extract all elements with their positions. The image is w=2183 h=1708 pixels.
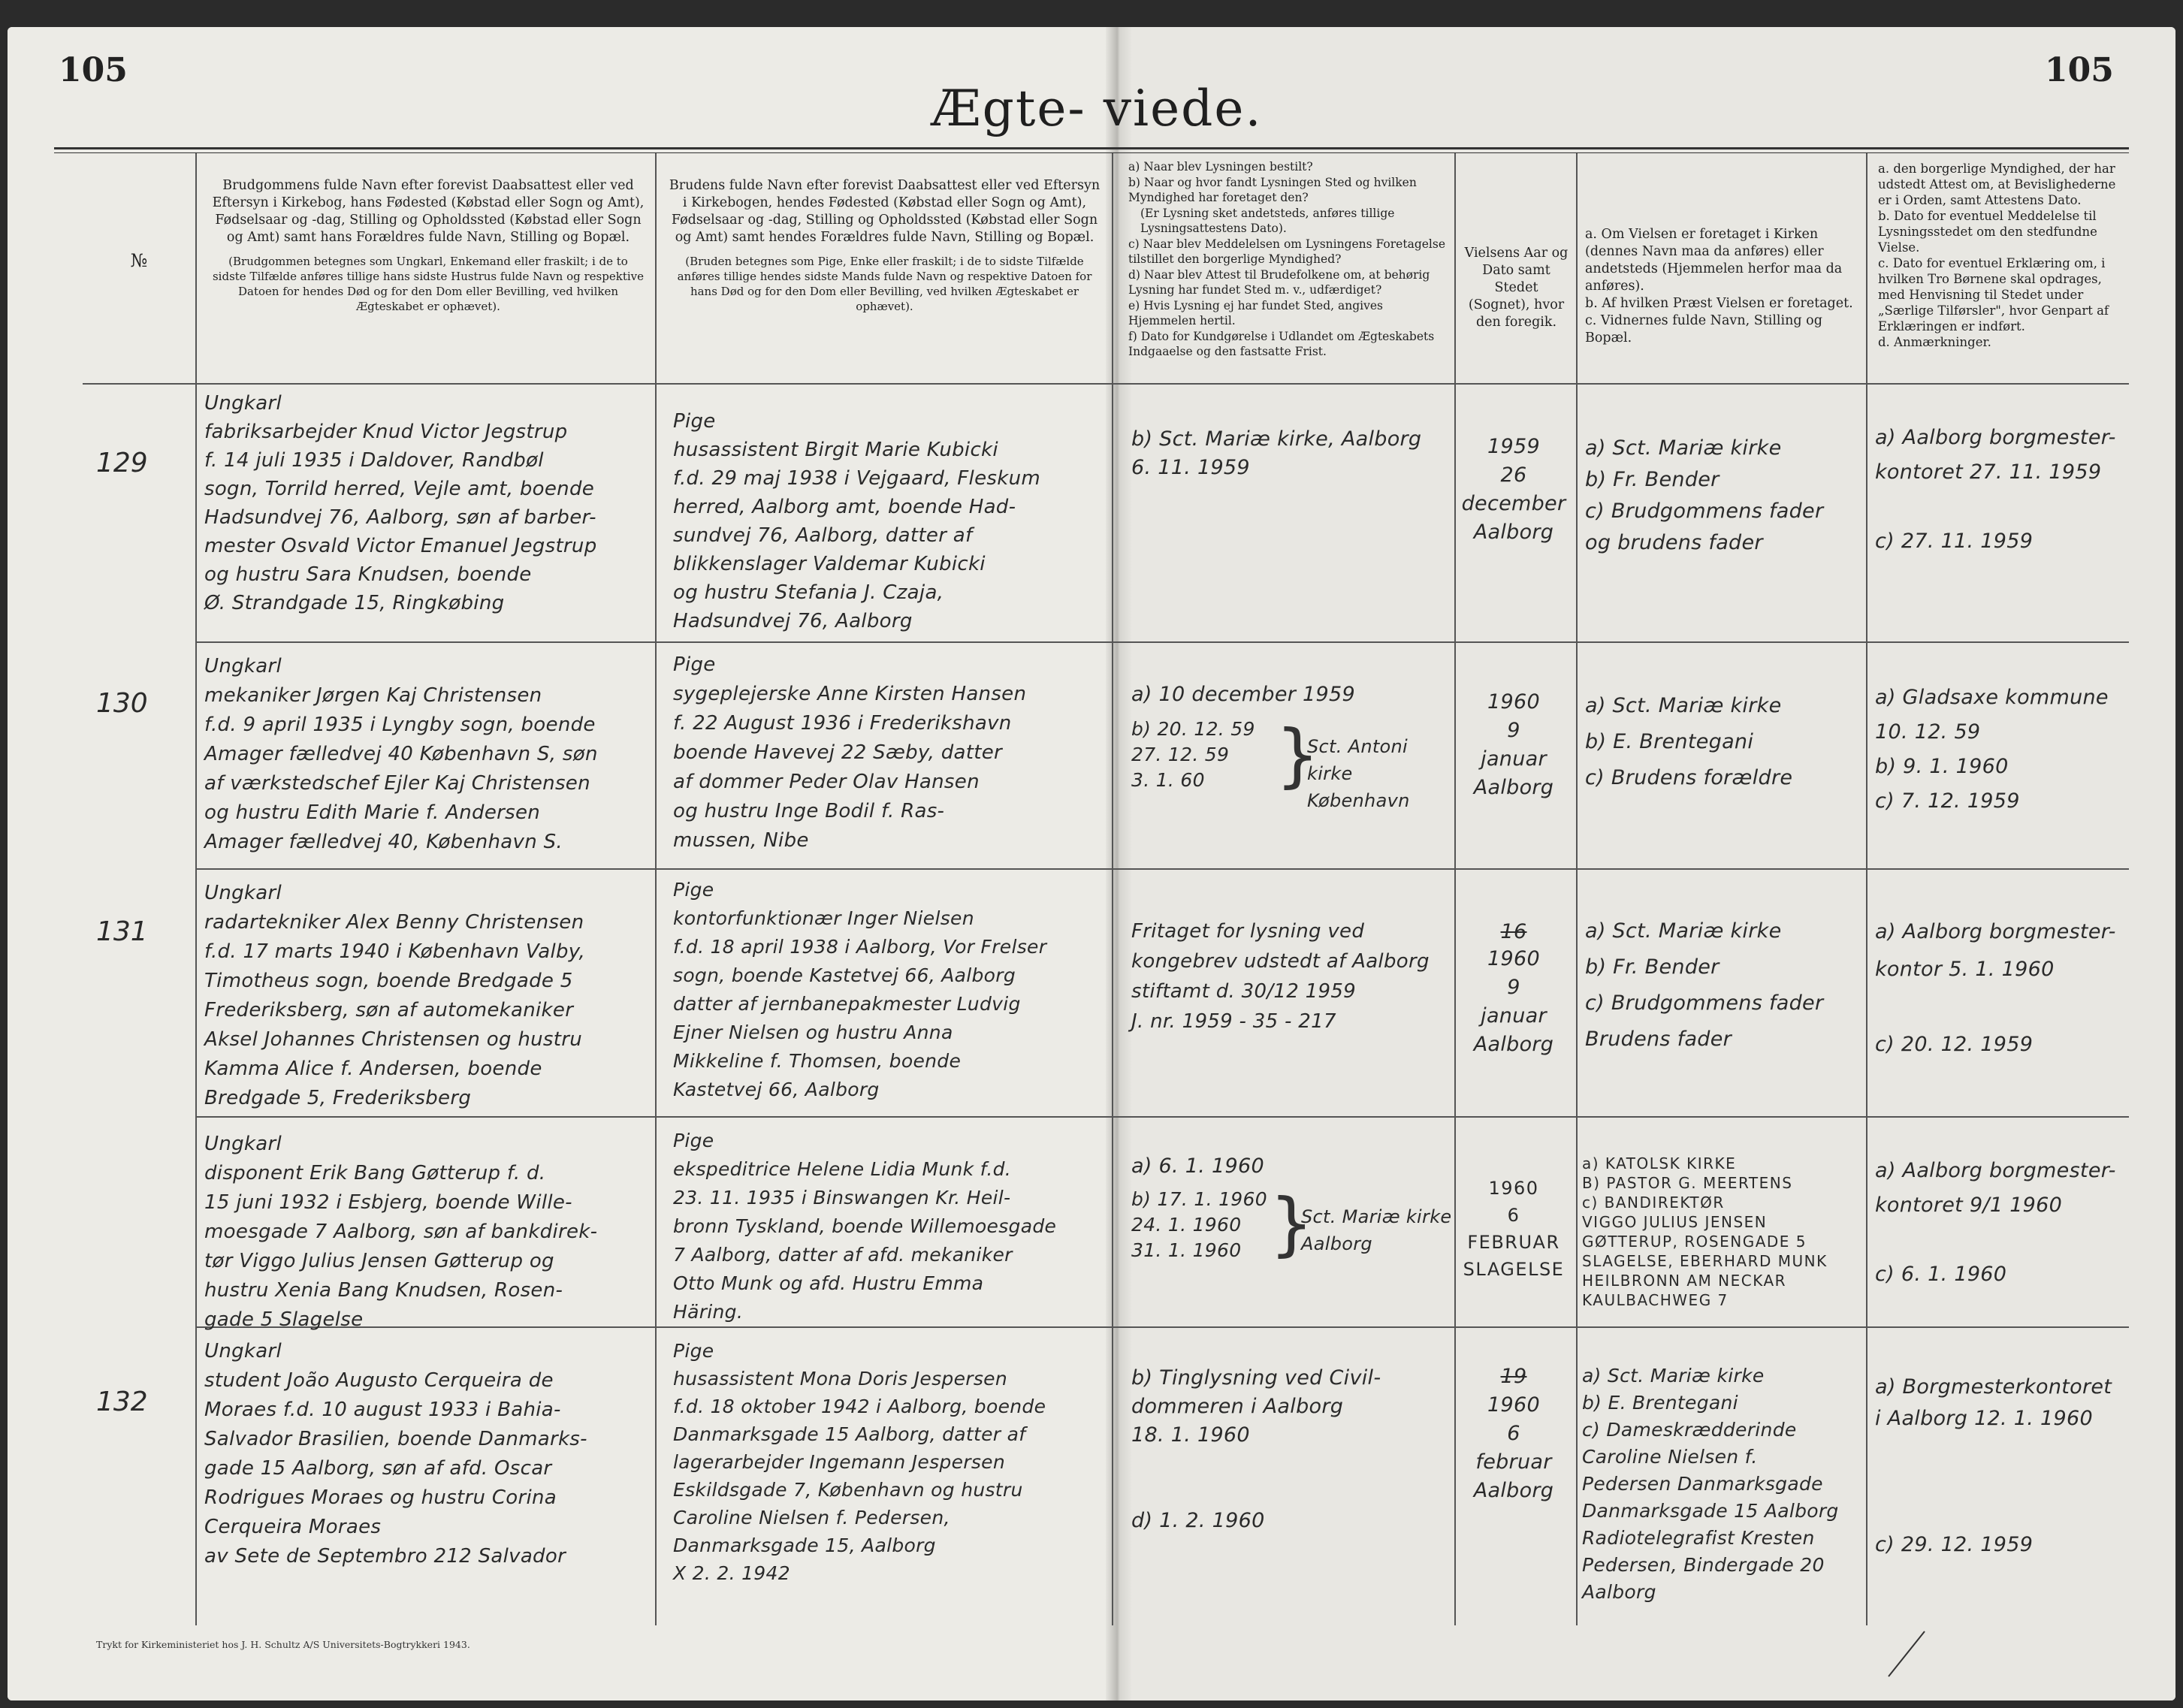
header-banns-c: c) Naar blev Meddelelsen om Lysningens Foretagelse tilstillet den borgerlige Myndighed?: [1128, 237, 1445, 266]
entry-banns-a: a) 10 december 1959: [1131, 683, 1355, 706]
header-remarks-c: c. Dato for eventuel Erklæring om, i hvilken Tro Børnene skal opdrages, med Henvisning til Stedet under „Særlige Tilførsler", hvor Genpart af Erklæringen er indført.: [1878, 256, 2109, 333]
header-bride-text: Brudens fulde Navn efter forevist Daabsattest eller ved Eftersyn i Kirkebogen, hendes Fødested (Købstad eller Sogn og Amt), Fødselsaar og -dag, Stilling og Opholdssted (Købstad eller Sogn og Amt) samt hendes Forældres fulde Navn, Stilling og Bopæl.: [669, 178, 1101, 245]
entry-banns: b) Sct. Mariæ kirke, Aalborg 6. 11. 1959: [1131, 427, 1422, 479]
entry-remarks: a) Borgmesterkontoret i Aalborg 12. 1. 1960 c) 29. 12. 1959: [1875, 1375, 2112, 1556]
book-gutter: [1106, 27, 1131, 1700]
header-number: №: [130, 250, 148, 271]
entry-banns-b: b) 20. 12. 59 27. 12. 59 3. 1. 60: [1131, 718, 1255, 791]
entry-groom: Ungkarl radartekniker Alex Benny Christensen f.d. 17 marts 1940 i København Valby, Timotheus sogn, boende Bredgade 5 Frederiksberg, søn af automekaniker Aksel Johannes Christensen og hustru Kamma Alice f. Andersen, boende Bredgade 5, Frederiksberg: [204, 882, 586, 1109]
printer-imprint: Trykt for Kirkeministeriet hos J. H. Schultz A/S Universitets-Bogtrykkeri 1943.: [96, 1639, 470, 1650]
page-title: Ægte- viede.: [931, 80, 1263, 137]
header-groom-text: Brudgommens fulde Navn efter forevist Daabsattest eller ved Eftersyn i Kirkebog, hans Fødested (Købstad eller Sogn og Amt), Fødselsaar og -dag, Stilling og Opholdssted (Købstad eller Sogn og Amt) samt hans Forældres fulde Navn, Stilling og Bopæl.: [212, 178, 645, 245]
header-banns-e: e) Hvis Lysning ej har fundet Sted, angives Hjemmelen hertil.: [1128, 298, 1383, 327]
header-banns-b: b) Naar og hvor fandt Lysningen Sted og hvilken Myndighed har foretaget den?: [1128, 175, 1417, 204]
entry-groom: Ungkarl mekaniker Jørgen Kaj Christensen f.d. 9 april 1935 i Lyngby sogn, boende Amager fælledvej 40 København S, søn af værkstedschef Ejler Kaj Christensen og hustru Edith Marie f. Andersen Amager fælledvej 40, København S.: [204, 655, 598, 853]
entry-date-struck: 16: [1500, 920, 1527, 943]
header-banns-a: a) Naar blev Lysningen bestilt?: [1128, 160, 1313, 174]
header-ceremony-c: c. Vidnernes fulde Navn, Stilling og Bopæl.: [1585, 313, 1822, 346]
entry-number: 132: [96, 1387, 148, 1417]
entry-bride: Pige husassistent Mona Doris Jespersen f.d. 18 oktober 1942 i Aalborg, boende Danmarksgade 15 Aalborg, datter af lagerarbejder Ingemann Jespersen Eskildsgade 7, København og hustru Caroline Nielsen f. Pedersen, Danmarksgade 15, Aalborg X 2. 2. 1942: [673, 1340, 1046, 1584]
entry-groom: Ungkarl disponent Erik Bang Gøtterup f. d. 15 juni 1932 i Esbjerg, boende Wille- moesgade 7 Aalborg, søn af bankdirek- tør Viggo Julius Jensen Gøtterup og hustru Xenia Bang Knudsen, Rosen- gade 5 Slagelse: [204, 1133, 598, 1331]
top-rule-thin: [54, 152, 2129, 153]
header-bottom-rule: [83, 383, 2129, 385]
col-line: [655, 153, 657, 1625]
col-line: [1576, 153, 1578, 1625]
top-rule: [54, 147, 2129, 149]
entry-banns-b: b) 17. 1. 1960 24. 1. 1960 31. 1. 1960: [1131, 1188, 1267, 1261]
header-bride-note: (Bruden betegnes som Pige, Enke eller fraskilt; i de to sidste Tilfælde anføres tillige hendes sidste Mands fulde Navn og respektive Datoen for hans Død og for den Dom eller Bevilling, ved hvilken Ægteskabet er ophævet).: [677, 255, 1092, 313]
page-number-left: 105: [59, 51, 128, 89]
entry-banns-place: Sct. Mariæ kirke Aalborg: [1301, 1206, 1452, 1254]
pen-stroke: [1886, 1627, 1931, 1679]
entry-date: 1960 6 FEBRUAR SLAGELSE: [1463, 1178, 1565, 1280]
entry-date-struck: 19: [1500, 1365, 1527, 1388]
entry-ceremony: a) Sct. Mariæ kirke b) Fr. Bender c) Brudgommens fader Brudens fader: [1585, 919, 1824, 1051]
col-line: [1454, 153, 1456, 1625]
brace-mark: }: [1276, 715, 1320, 795]
header-banns-d: d) Naar blev Attest til Brudefolkene om, at behørig Lysning har fundet Sted m. v., udfærdiget?: [1128, 267, 1430, 297]
col-line: [1112, 153, 1113, 1625]
entry-bride: Pige ekspeditrice Helene Lidia Munk f.d. 23. 11. 1935 i Binswangen Kr. Heil- bronn Tyskland, boende Willemoesgade 7 Aalborg, datter af afd. mekaniker Otto Munk og afd. Hustru Emma Häring.: [673, 1130, 1057, 1323]
header-bride: [669, 177, 1101, 314]
header-groom: [210, 177, 646, 314]
header-remarks-b: b. Dato for eventuel Meddelelse til Lysningsstedet om den stedfundne Vielse.: [1878, 209, 2097, 255]
header-groom-note: (Brudgommen betegnes som Ungkarl, Enkemand eller fraskilt; i de to sidste Tilfælde anføres tillige hans sidste Hustrus fulde Navn og respektive Datoen for hendes Død og for den Dom eller Bevilling, ved hvilken Ægteskabet er ophævet).: [212, 255, 644, 313]
header-date: Vielsens Aar og Dato samt Stedet (Sognet), hvor den foregik.: [1464, 246, 1569, 330]
col-line: [195, 153, 197, 1625]
entry-groom: Ungkarl fabriksarbejder Knud Victor Jegstrup f. 14 juli 1935 i Daldover, Randbøl sogn, Torrild herred, Vejle amt, boende Hadsundvej 76, Aalborg, søn af barber- mester Osvald Victor Emanuel Jegstrup og hustru Sara Knudsen, boende Ø. Strandgade 15, Ringkøbing: [204, 392, 597, 614]
entry-date: 1960 9 januar Aalborg: [1473, 690, 1554, 799]
entry-banns-a: a) 6. 1. 1960: [1131, 1154, 1264, 1178]
entry-date: 1960 9 januar Aalborg: [1473, 947, 1554, 1056]
entry-banns: Fritaget for lysning ved kongebrev udstedt af Aalborg stiftamt d. 30/12 1959 J. nr. 1959 - 35 - 217: [1131, 920, 1430, 1033]
entry-bride: Pige sygeplejerske Anne Kirsten Hansen f. 22 August 1936 i Frederikshavn boende Havevej 22 Sæby, datter af dommer Peder Olav Hansen og hustru Inge Bodil f. Ras- mussen, Nibe: [673, 653, 1027, 852]
entry-banns-place: Sct. Antoni kirke København: [1307, 736, 1410, 811]
entry-ceremony: a) KATOLSK KIRKE B) PASTOR G. MEERTENS c) BANDIREKTØR VIGGO JULIUS JENSEN GØTTERUP, ROSENGADE 5 SLAGELSE, EBERHARD MUNK HEILBRONN AM NECKAR KAULBACHWEG 7: [1582, 1154, 1828, 1309]
entry-ceremony: a) Sct. Mariæ kirke b) Fr. Bender c) Brudgommens fader og brudens fader: [1585, 436, 1824, 554]
entry-ceremony: a) Sct. Mariæ kirke b) E. Brentegani c) Brudens forældre: [1585, 694, 1793, 789]
entry-number: 130: [96, 688, 148, 719]
entry-banns: b) Tinglysning ved Civil- dommeren i Aalborg 18. 1. 1960 d) 1. 2. 1960: [1131, 1366, 1381, 1532]
entry-bride: Pige husassistent Birgit Marie Kubicki f.d. 29 maj 1938 i Vejgaard, Fleskum herred, Aalborg amt, boende Had- sundvej 76, Aalborg, datter af blikkenslager Valdemar Kubicki og hustru Stefania J. Czaja, Hadsundvej 76, Aalborg: [673, 410, 1040, 632]
row-separator: [195, 1116, 2129, 1118]
entry-date: 1960 6 februar Aalborg: [1473, 1393, 1554, 1502]
entry-remarks: a) Aalborg borgmester- kontoret 27. 11. 1959 c) 27. 11. 1959: [1875, 426, 2116, 553]
entry-bride: Pige kontorfunktionær Inger Nielsen f.d. 18 april 1938 i Aalborg, Vor Frelser sogn, boende Kastetvej 66, Aalborg datter af jernbanepakmester Ludvig Ejner Nielsen og hustru Anna Mikkeline f. Thomsen, boende Kastetvej 66, Aalborg: [673, 879, 1047, 1100]
page-number-right: 105: [2045, 51, 2114, 89]
brace-mark: }: [1270, 1184, 1314, 1264]
entry-number: 129: [96, 448, 148, 478]
entry-date: 1959 26 december Aalborg: [1461, 435, 1566, 544]
entry-remarks: a) Gladsaxe kommune 10. 12. 59 b) 9. 1. 1960 c) 7. 12. 1959: [1875, 686, 2109, 813]
header-banns-b-note: (Er Lysning sket andetsteds, anføres tillige Lysningsattestens Dato).: [1140, 206, 1395, 235]
header-ceremony-a: a. Om Vielsen er foretaget i Kirken (dennes Navn maa da anføres) eller andetsteds (Hjemmelen herfor maa da anføres).: [1585, 227, 1843, 294]
header-remarks-a: a. den borgerlige Myndighed, der har udstedt Attest om, at Bevislighederne er i Orden, samt Attestens Dato.: [1878, 161, 2116, 207]
row-separator: [195, 641, 2129, 643]
entry-remarks: a) Aalborg borgmester- kontor 5. 1. 1960 c) 20. 12. 1959: [1875, 920, 2116, 1056]
header-ceremony: [1585, 226, 1857, 347]
entry-remarks: a) Aalborg borgmester- kontoret 9/1 1960 c) 6. 1. 1960: [1875, 1159, 2116, 1286]
entry-ceremony: a) Sct. Mariæ kirke b) E. Brentegani c) Dameskrædderinde Caroline Nielsen f. Pedersen Danmarksgade Danmarksgade 15 Aalborg Radiotelegrafist Kresten Pedersen, Bindergade 20 Aalborg: [1582, 1365, 1839, 1603]
header-remarks-d: d. Anmærkninger.: [1878, 335, 1991, 349]
entry-groom: Ungkarl student João Augusto Cerqueira de Moraes f.d. 10 august 1933 i Bahia- Salvador Brasilien, boende Danmarks- gade 15 Aalborg, søn af afd. Oscar Rodrigues Moraes og hustru Corina Cerqueira Moraes av Sete de Septembro 212 Salvador: [204, 1340, 587, 1568]
register-book: [8, 27, 2175, 1700]
header-banns-f: f) Dato for Kundgørelse i Udlandet om Ægteskabets Indgaaelse og den fastsatte Frist.: [1128, 329, 1435, 358]
header-remarks: [1878, 161, 2126, 350]
header-banns: [1128, 159, 1451, 360]
header-ceremony-b: b. Af hvilken Præst Vielsen er foretaget.: [1585, 296, 1853, 311]
row-separator: [195, 868, 2129, 870]
entry-number: 131: [96, 916, 148, 947]
